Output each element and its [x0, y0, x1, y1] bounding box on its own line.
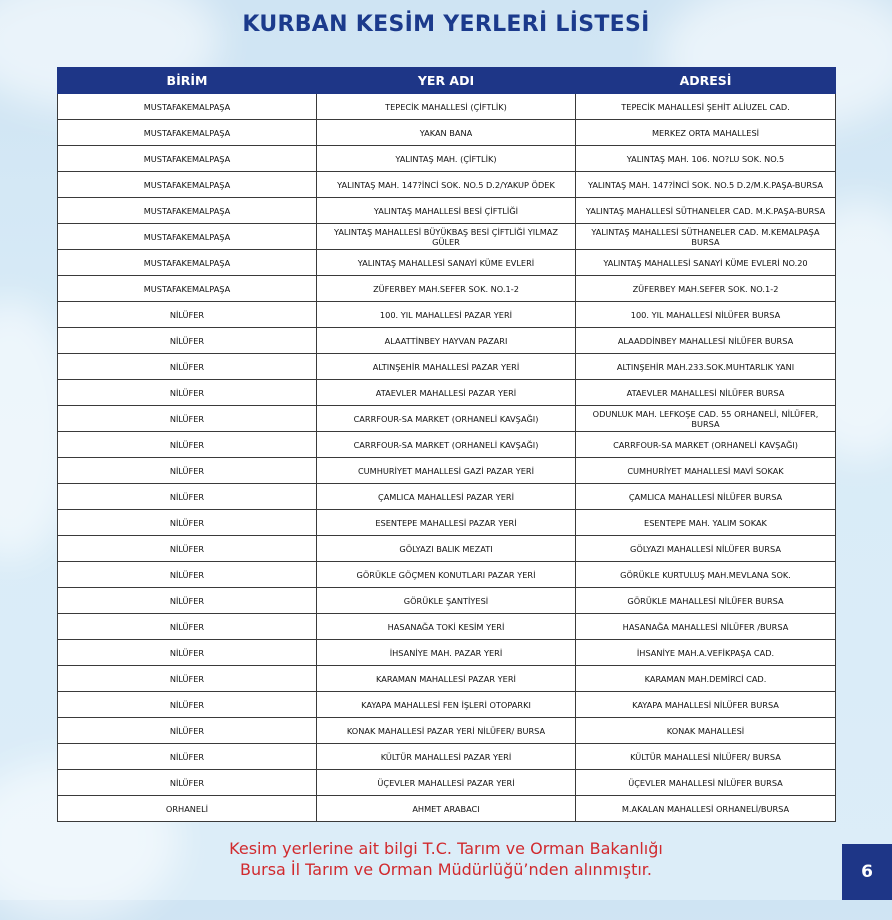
- cell-place-name: YALINTAŞ MAHALLESİ BESİ ÇİFTLİĞİ: [317, 198, 576, 224]
- cell-unit: MUSTAFAKEMALPAŞA: [58, 172, 317, 198]
- cell-address: YALINTAŞ MAH. 106. NO?LU SOK. NO.5: [576, 146, 836, 172]
- table-row: [58, 354, 836, 380]
- cell-address: TEPECİK MAHALLESİ ŞEHİT ALİUZEL CAD.: [576, 94, 836, 120]
- cell-address: ÇAMLICA MAHALLESİ NİLÜFER BURSA: [576, 484, 836, 510]
- cell-place-name: KAYAPA MAHALLESİ FEN İŞLERİ OTOPARKI: [317, 692, 576, 718]
- cell-place-name: ÜÇEVLER MAHALLESİ PAZAR YERİ: [317, 770, 576, 796]
- table-row: [58, 744, 836, 770]
- cell-unit: MUSTAFAKEMALPAŞA: [58, 94, 317, 120]
- table-row: [58, 406, 836, 432]
- cell-place-name: YALINTAŞ MAHALLESİ BÜYÜKBAŞ BESİ ÇİFTLİĞİ YILMAZ GÜLER: [317, 224, 576, 250]
- cell-place-name: İHSANİYE MAH. PAZAR YERİ: [317, 640, 576, 666]
- cell-unit: NİLÜFER: [58, 588, 317, 614]
- table-row: [58, 640, 836, 666]
- cell-address: ATAEVLER MAHALLESİ NİLÜFER BURSA: [576, 380, 836, 406]
- cell-place-name: ALTINŞEHİR MAHALLESİ PAZAR YERİ: [317, 354, 576, 380]
- table-row: [58, 614, 836, 640]
- footnote-line: Bursa İl Tarım ve Orman Müdürlüğü’nden alınmıştır.: [240, 860, 652, 879]
- cell-unit: NİLÜFER: [58, 458, 317, 484]
- cell-unit: NİLÜFER: [58, 354, 317, 380]
- cell-place-name: CARRFOUR-SA MARKET (ORHANELİ KAVŞAĞI): [317, 432, 576, 458]
- table-row: [58, 510, 836, 536]
- cell-address: GÖRÜKLE KURTULUŞ MAH.MEVLANA SOK.: [576, 562, 836, 588]
- cell-unit: MUSTAFAKEMALPAŞA: [58, 198, 317, 224]
- cell-place-name: YALINTAŞ MAH. 147?İNCİ SOK. NO.5 D.2/YAKUP ÖDEK: [317, 172, 576, 198]
- cell-place-name: YAKAN BANA: [317, 120, 576, 146]
- table-row: [58, 380, 836, 406]
- cell-address: CARRFOUR-SA MARKET (ORHANELİ KAVŞAĞI): [576, 432, 836, 458]
- cell-place-name: TEPECİK MAHALLESİ (ÇİFTLİK): [317, 94, 576, 120]
- cell-address: GÖRÜKLE MAHALLESİ NİLÜFER BURSA: [576, 588, 836, 614]
- table-row: [58, 328, 836, 354]
- cell-address: KONAK MAHALLESİ: [576, 718, 836, 744]
- table-row: [58, 562, 836, 588]
- cell-place-name: CARRFOUR-SA MARKET (ORHANELİ KAVŞAĞI): [317, 406, 576, 432]
- table-row: [58, 172, 836, 198]
- table-row: [58, 770, 836, 796]
- table-header-row: [58, 68, 836, 94]
- table-row: [58, 536, 836, 562]
- cell-place-name: ALAATTİNBEY HAYVAN PAZARI: [317, 328, 576, 354]
- cell-place-name: 100. YIL MAHALLESİ PAZAR YERİ: [317, 302, 576, 328]
- table-row: [58, 692, 836, 718]
- cell-place-name: GÖRÜKLE ŞANTİYESİ: [317, 588, 576, 614]
- cell-address: ÜÇEVLER MAHALLESİ NİLÜFER BURSA: [576, 770, 836, 796]
- table-row: [58, 718, 836, 744]
- cell-unit: NİLÜFER: [58, 770, 317, 796]
- cell-unit: MUSTAFAKEMALPAŞA: [58, 224, 317, 250]
- cell-unit: NİLÜFER: [58, 640, 317, 666]
- table-row: [58, 250, 836, 276]
- cell-unit: NİLÜFER: [58, 302, 317, 328]
- cell-address: KAYAPA MAHALLESİ NİLÜFER BURSA: [576, 692, 836, 718]
- page-number-badge: 6: [842, 844, 892, 900]
- cell-address: ESENTEPE MAH. YALIM SOKAK: [576, 510, 836, 536]
- cell-address: MERKEZ ORTA MAHALLESİ: [576, 120, 836, 146]
- cell-unit: NİLÜFER: [58, 614, 317, 640]
- cell-unit: MUSTAFAKEMALPAŞA: [58, 250, 317, 276]
- cell-address: CUMHURİYET MAHALLESİ MAVİ SOKAK: [576, 458, 836, 484]
- footnote-line: Kesim yerlerine ait bilgi T.C. Tarım ve Orman Bakanlığı: [229, 839, 663, 858]
- cell-unit: NİLÜFER: [58, 510, 317, 536]
- cell-unit: NİLÜFER: [58, 406, 317, 432]
- cell-unit: NİLÜFER: [58, 484, 317, 510]
- cell-address: YALINTAŞ MAH. 147?İNCİ SOK. NO.5 D.2/M.K.PAŞA-BURSA: [576, 172, 836, 198]
- cell-address: İHSANİYE MAH.A.VEFİKPAŞA CAD.: [576, 640, 836, 666]
- column-header-unit: BİRİM: [58, 68, 317, 94]
- cell-place-name: ATAEVLER MAHALLESİ PAZAR YERİ: [317, 380, 576, 406]
- cell-address: M.AKALAN MAHALLESİ ORHANELİ/BURSA: [576, 796, 836, 822]
- column-header-address: ADRESİ: [576, 68, 836, 94]
- cell-address: 100. YIL MAHALLESİ NİLÜFER BURSA: [576, 302, 836, 328]
- page-title: KURBAN KESİM YERLERİ LİSTESİ: [242, 12, 650, 37]
- table-row: [58, 458, 836, 484]
- cell-unit: NİLÜFER: [58, 744, 317, 770]
- cell-place-name: KARAMAN MAHALLESİ PAZAR YERİ: [317, 666, 576, 692]
- table-row: [58, 302, 836, 328]
- cell-unit: ORHANELİ: [58, 796, 317, 822]
- cell-address: GÖLYAZI MAHALLESİ NİLÜFER BURSA: [576, 536, 836, 562]
- cell-place-name: ÇAMLICA MAHALLESİ PAZAR YERİ: [317, 484, 576, 510]
- cell-unit: NİLÜFER: [58, 536, 317, 562]
- cell-place-name: AHMET ARABACI: [317, 796, 576, 822]
- cell-place-name: HASANAĞA TOKİ KESİM YERİ: [317, 614, 576, 640]
- table-row: [58, 588, 836, 614]
- cell-place-name: GÖLYAZI BALIK MEZATI: [317, 536, 576, 562]
- cell-address: ALAADDİNBEY MAHALLESİ NİLÜFER BURSA: [576, 328, 836, 354]
- cell-place-name: KÜLTÜR MAHALLESİ PAZAR YERİ: [317, 744, 576, 770]
- table-row: [58, 432, 836, 458]
- cell-unit: NİLÜFER: [58, 328, 317, 354]
- table-row: [58, 796, 836, 822]
- cell-place-name: CUMHURİYET MAHALLESİ GAZİ PAZAR YERİ: [317, 458, 576, 484]
- table-row: [58, 120, 836, 146]
- cell-unit: NİLÜFER: [58, 666, 317, 692]
- cell-unit: MUSTAFAKEMALPAŞA: [58, 120, 317, 146]
- source-footnote: [0, 838, 892, 880]
- cell-unit: NİLÜFER: [58, 432, 317, 458]
- cell-unit: NİLÜFER: [58, 718, 317, 744]
- table-row: [58, 146, 836, 172]
- cell-address: KARAMAN MAH.DEMİRCİ CAD.: [576, 666, 836, 692]
- cell-address: HASANAĞA MAHALLESİ NİLÜFER /BURSA: [576, 614, 836, 640]
- cell-place-name: KONAK MAHALLESİ PAZAR YERİ NİLÜFER/ BURSA: [317, 718, 576, 744]
- cell-address: KÜLTÜR MAHALLESİ NİLÜFER/ BURSA: [576, 744, 836, 770]
- cell-place-name: ZÜFERBEY MAH.SEFER SOK. NO.1-2: [317, 276, 576, 302]
- cell-unit: NİLÜFER: [58, 380, 317, 406]
- cell-address: ZÜFERBEY MAH.SEFER SOK. NO.1-2: [576, 276, 836, 302]
- table-row: [58, 198, 836, 224]
- table-row: [58, 94, 836, 120]
- cell-place-name: YALINTAŞ MAHALLESİ SANAYİ KÜME EVLERİ: [317, 250, 576, 276]
- cell-unit: NİLÜFER: [58, 692, 317, 718]
- cell-unit: NİLÜFER: [58, 562, 317, 588]
- cell-address: ODUNLUK MAH. LEFKOŞE CAD. 55 ORHANELİ, NİLÜFER, BURSA: [576, 406, 836, 432]
- column-header-place-name: YER ADI: [317, 68, 576, 94]
- table-row: [58, 276, 836, 302]
- cell-unit: MUSTAFAKEMALPAŞA: [58, 146, 317, 172]
- cell-address: YALINTAŞ MAHALLESİ SÜTHANELER CAD. M.K.PAŞA-BURSA: [576, 198, 836, 224]
- cell-place-name: GÖRÜKLE GÖÇMEN KONUTLARI PAZAR YERİ: [317, 562, 576, 588]
- table-row: [58, 666, 836, 692]
- cell-unit: MUSTAFAKEMALPAŞA: [58, 276, 317, 302]
- table-row: [58, 484, 836, 510]
- cell-place-name: ESENTEPE MAHALLESİ PAZAR YERİ: [317, 510, 576, 536]
- cell-address: ALTINŞEHİR MAH.233.SOK.MUHTARLIK YANI: [576, 354, 836, 380]
- cell-place-name: YALINTAŞ MAH. (ÇİFTLİK): [317, 146, 576, 172]
- cell-address: YALINTAŞ MAHALLESİ SÜTHANELER CAD. M.KEMALPAŞA BURSA: [576, 224, 836, 250]
- slaughter-locations-table: [57, 67, 835, 822]
- cell-address: YALINTAŞ MAHALLESİ SANAYİ KÜME EVLERİ NO.20: [576, 250, 836, 276]
- table-row: [58, 224, 836, 250]
